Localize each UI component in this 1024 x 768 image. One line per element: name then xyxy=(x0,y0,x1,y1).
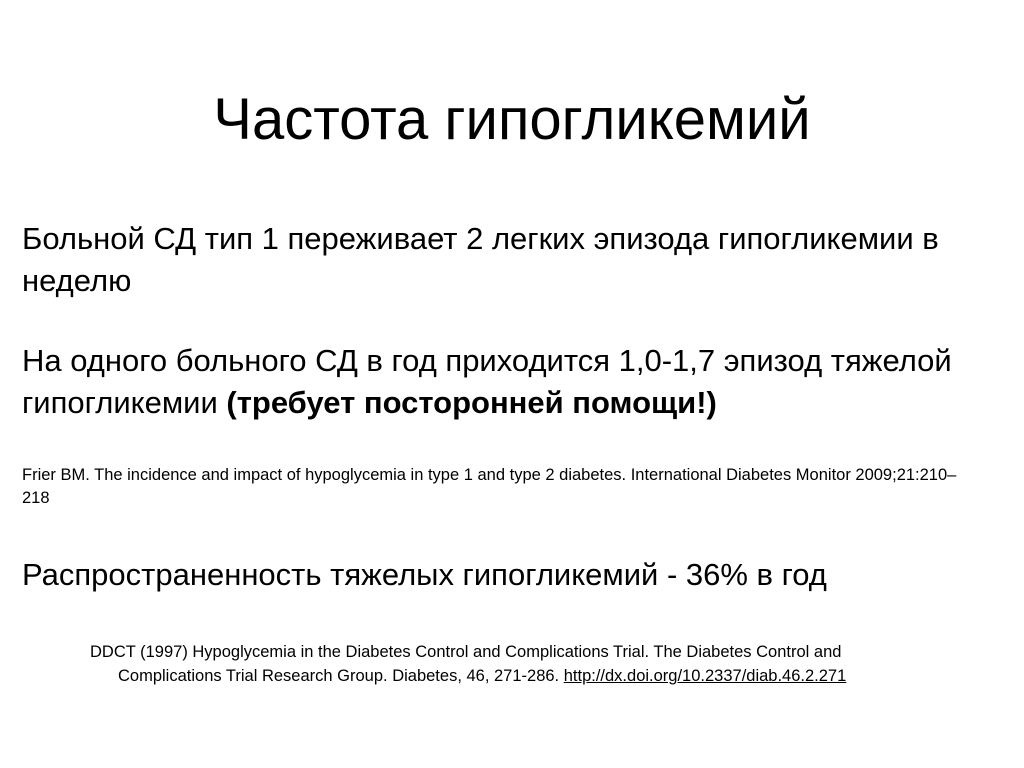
reference-ddct-line2-wrap xyxy=(90,664,1010,688)
reference-ddct xyxy=(90,640,1010,688)
slide-title: Частота гипогликемий xyxy=(213,87,811,152)
paragraph-severe-episodes-text: На одного больного СД в год приходится 1,0-1,7 эпизод тяжелой гипогликемии xyxy=(22,343,952,420)
reference-ddct-line1: DDCT (1997) Hypoglycemia in the Diabetes Control and Complications Trial. The Diabetes Control and xyxy=(90,643,842,661)
doi-link[interactable]: http://dx.doi.org/10.2337/diab.46.2.271 xyxy=(563,667,847,685)
reference-ddct-line2: Complications Trial Research Group. Diabetes, 46, 271-286. xyxy=(118,667,564,685)
paragraph-mild-episodes: Больной СД тип 1 переживает 2 легких эпизода гипогликемии в неделю xyxy=(22,221,939,298)
paragraph-severe-episodes-bold: (требует посторонней помощи!) xyxy=(226,385,717,420)
paragraph-severe-episodes xyxy=(22,340,1007,424)
reference-frier: Frier BM. The incidence and impact of hypoglycemia in type 1 and type 2 diabetes. International Diabetes Monitor 2009;21:210–218 xyxy=(22,466,957,507)
paragraph-prevalence: Распространенность тяжелых гипогликемий - 36% в год xyxy=(22,557,827,592)
